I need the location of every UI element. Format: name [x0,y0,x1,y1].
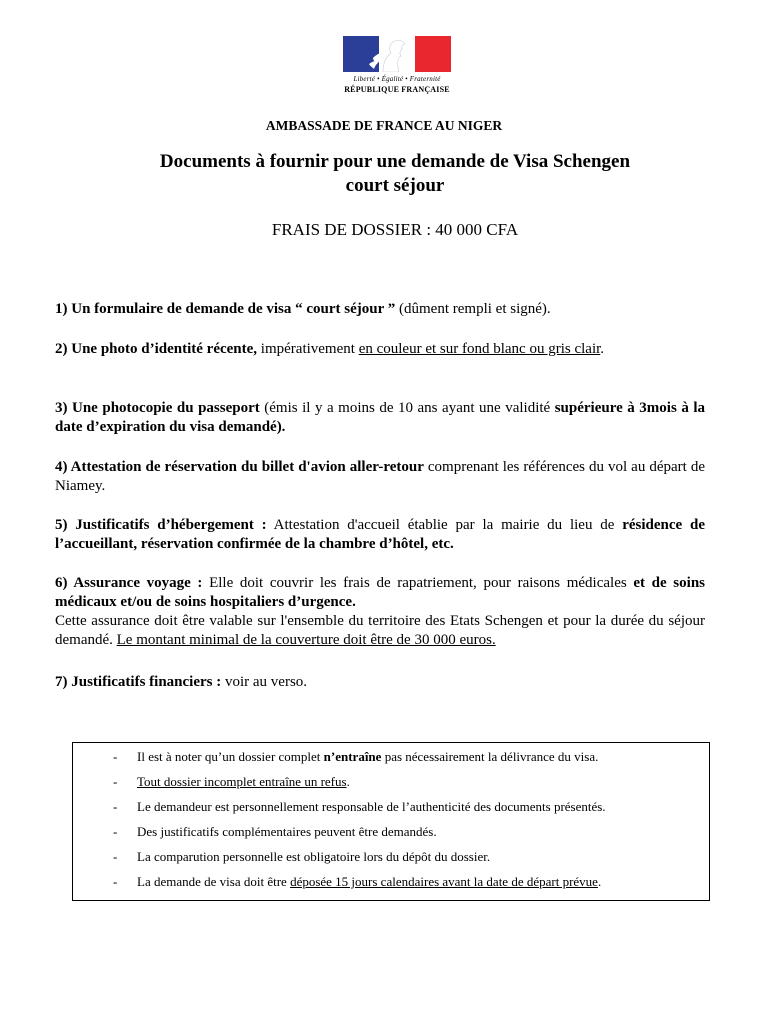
item-1-text: (dûment rempli et signé). [395,301,551,317]
item-1 [55,300,705,319]
note-6-underlined: déposée 15 jours calendaires avant la date de départ prévue [290,874,598,889]
note-1 [113,749,703,774]
bullet-dash: - [113,749,118,764]
republic-label: RÉPUBLIQUE FRANÇAISE [344,85,450,94]
bullet-dash: - [113,849,118,864]
item-4 [55,458,705,496]
notes-box [72,742,710,901]
page-title [0,150,768,198]
title-line-1: Documents à fournir pour une demande de Visa Schengen [159,151,631,172]
item-6-underlined: Le montant minimal de la couverture doit être de 30 000 euros. [116,632,496,648]
note-1-bold: n’entraîne [323,749,382,764]
note-6 [113,874,703,899]
note-1-text: Il est à noter qu’un dossier complet [137,749,324,764]
notes-list [113,749,703,899]
bullet-dash: - [113,774,118,789]
item-2-underlined: en couleur et sur fond blanc ou gris clair [358,341,601,357]
item-5-text: Attestation d'accueil établie par la mairie du lieu de [266,517,623,533]
item-2 [55,340,705,359]
note-3-text: Le demandeur est personnellement responsable de l’authenticité des documents présentés. [137,799,606,814]
item-4-heading: 4) Attestation de réservation du billet d'avion aller-retour [55,459,424,475]
bullet-dash: - [113,874,118,889]
note-5 [113,849,703,874]
item-6-bold-text: et de soins médicaux et/ou de soins hospitaliers d’urgence. [55,575,705,610]
note-4-text: Des justificatifs complémentaires peuvent être demandés. [137,824,437,839]
item-7 [55,673,705,692]
item-5-heading: 5) Justificatifs d’hébergement : [55,517,267,533]
item-3 [55,399,705,437]
item-7-heading: 7) Justificatifs financiers : [55,674,222,690]
item-5-bold-text: résidence de l’accueillant, réservation confirmée de la chambre d’hôtel, etc. [55,517,705,552]
item-2-end: . [600,341,605,357]
note-5-text: La comparution personnelle est obligatoire lors du dépôt du dossier. [137,849,491,864]
item-3-text: (émis il y a moins de 10 ans ayant une validité [259,400,555,416]
item-5 [55,516,705,554]
item-6-text-2: Cette assurance doit être valable sur l'ensemble du territoire des Etats Schengen et pour la durée du séjour demandé. [55,613,705,648]
embassy-name: AMBASSADE DE FRANCE AU NIGER [265,118,503,133]
title-line-2: court séjour [345,175,445,196]
note-2-end: . [346,774,350,789]
item-2-heading: 2) Une photo d’identité récente, [55,341,258,357]
item-3-heading: 3) Une photocopie du passeport [55,400,260,416]
item-4-text: comprenant les références du vol au départ de Niamey. [55,459,705,494]
note-4 [113,824,703,849]
fees-line: FRAIS DE DOSSIER : 40 000 CFA [271,220,519,239]
item-6-text: Elle doit couvrir les frais de rapatriement, pour raisons médicales [202,575,634,591]
item-7-text: voir au verso. [221,674,308,690]
item-3-bold-text: supérieure à 3mois à la date d’expiration du visa demandé). [55,400,705,435]
note-6-end: . [597,874,602,889]
note-1-end: pas nécessairement la délivrance du visa. [381,749,599,764]
note-2-underlined: Tout dossier incomplet entraîne un refus [137,774,347,789]
note-6-text: La demande de visa doit être [137,874,291,889]
note-2 [113,774,703,799]
bullet-dash: - [113,799,118,814]
marianne-logo [343,36,451,94]
item-2-text: impérativement [257,341,359,357]
item-1-heading: 1) Un formulaire de demande de visa “ court séjour ” [55,301,396,317]
motto: Liberté • Égalité • Fraternité [353,75,441,83]
bullet-dash: - [113,824,118,839]
french-flag-icon [343,36,451,72]
item-6-heading: 6) Assurance voyage : [55,575,203,591]
item-6 [55,574,705,650]
note-3 [113,799,703,824]
